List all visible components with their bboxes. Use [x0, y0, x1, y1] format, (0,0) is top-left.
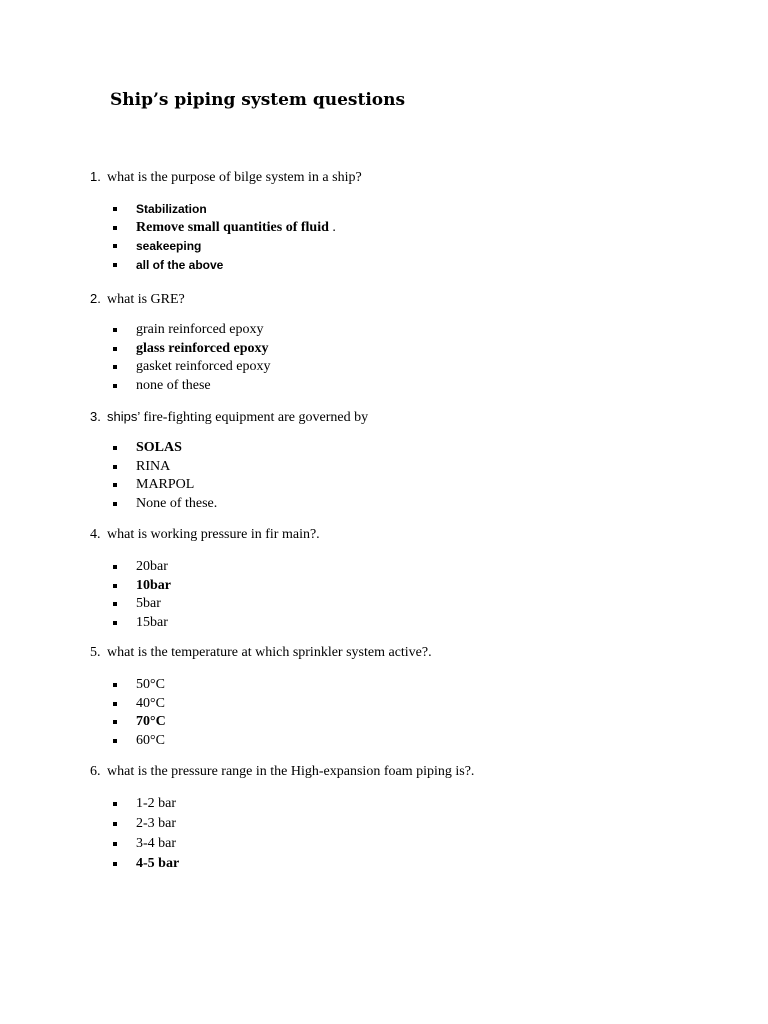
question-text-prefix: ships’ — [107, 409, 144, 424]
option-item: RINA — [113, 458, 217, 477]
page-title: Ship’s piping system questions — [110, 90, 406, 110]
option-item-correct: 70°C — [113, 713, 166, 732]
option-item: grain reinforced epoxy — [113, 321, 271, 340]
option-item: 5bar — [113, 595, 171, 614]
question-text: what is working pressure in fir main?. — [107, 527, 320, 542]
option-item-correct: glass reinforced epoxy — [113, 340, 271, 359]
question-2 — [90, 291, 185, 308]
option-item: 40°C — [113, 695, 166, 714]
option-item-correct: 4-5 bar — [113, 854, 179, 874]
option-item: 15bar — [113, 614, 171, 633]
option-item: none of these — [113, 377, 271, 396]
option-item: 60°C — [113, 732, 166, 751]
options-list-4 — [113, 558, 171, 632]
question-text: what is the temperature at which sprinkler system active?. — [107, 645, 432, 660]
option-item: None of these. — [113, 495, 217, 514]
options-list-5 — [113, 676, 166, 750]
option-item: 2-3 bar — [113, 814, 179, 834]
question-text: what is the pressure range in the High-expansion foam piping is?. — [107, 764, 475, 779]
option-item: seakeeping — [113, 237, 336, 256]
question-number: 1. — [90, 169, 101, 184]
question-1 — [90, 169, 362, 186]
question-number: 5. — [90, 645, 101, 660]
options-list-1 — [113, 200, 336, 274]
options-list-6 — [113, 794, 179, 874]
question-6 — [90, 764, 474, 780]
question-number: 3. — [90, 409, 101, 424]
options-list-3 — [113, 439, 217, 513]
question-text: what is the purpose of bilge system in a ship? — [107, 170, 362, 185]
question-number: 4. — [90, 527, 101, 542]
options-list-2 — [113, 321, 271, 395]
question-4 — [90, 527, 320, 543]
question-text: what is GRE? — [107, 292, 185, 307]
option-item-correct: 10bar — [113, 577, 171, 596]
question-5 — [90, 645, 432, 661]
question-number: 2. — [90, 291, 101, 306]
question-3 — [90, 409, 368, 426]
option-item: 20bar — [113, 558, 171, 577]
option-item: all of the above — [113, 256, 336, 275]
option-item: MARPOL — [113, 476, 217, 495]
option-item: 50°C — [113, 676, 166, 695]
option-item: 3-4 bar — [113, 834, 179, 854]
option-item-correct: SOLAS — [113, 439, 217, 458]
option-item-correct: Remove small quantities of fluid . — [113, 219, 336, 238]
question-number: 6. — [90, 764, 101, 779]
option-item: gasket reinforced epoxy — [113, 358, 271, 377]
option-item: 1-2 bar — [113, 794, 179, 814]
option-item: Stabilization — [113, 200, 336, 219]
question-text: fire-fighting equipment are governed by — [143, 410, 369, 425]
